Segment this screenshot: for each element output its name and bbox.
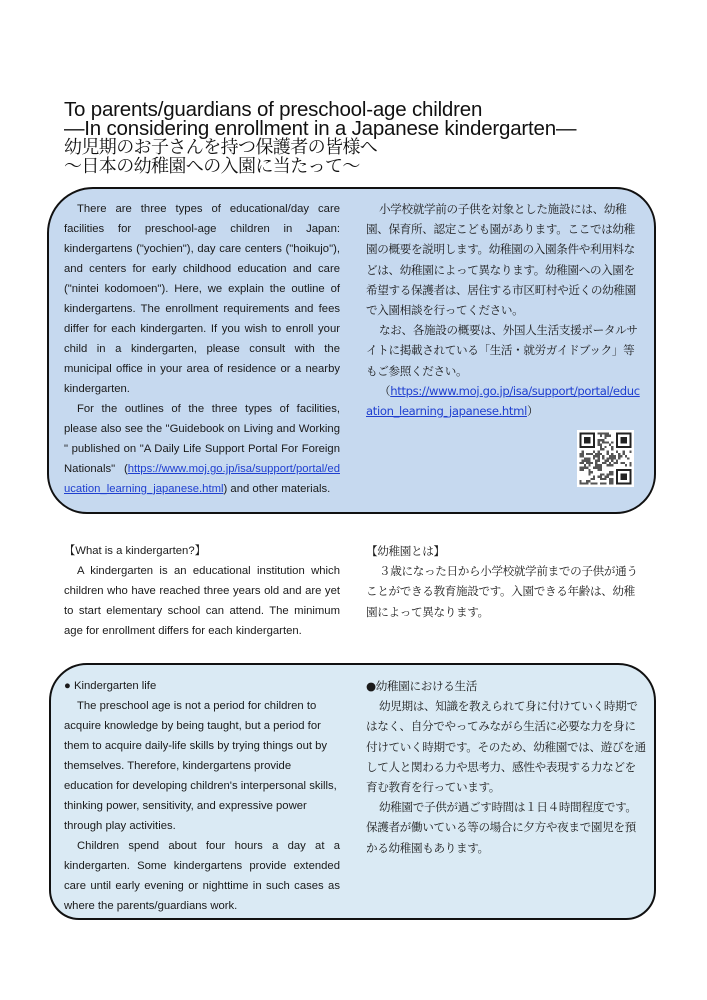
qr-code-icon[interactable] xyxy=(577,430,634,487)
life-en-para1: The preschool age is not a period for children to acquire knowledge by being taught, but a period for them to acquire daily-life skills by trying things out by themselves. Therefore, kindergartens provide education for developing children's interpersonal skills, thinking power, sensitivity, and expressive power through play activities. xyxy=(64,700,337,832)
life-en-para2: Children spend about four hours a day at a kindergarten. Some kindergartens provide extended care until early evening or nighttime in such cases as where the parents/guardians work. xyxy=(64,840,340,912)
what-is-en-body: A kindergarten is an educational institution which children who have reached three years old and are yet to start elementary school can attend. The minimum age for enrollment differs for each kindergarten. xyxy=(64,565,340,637)
life-ja-heading: ●幼稚園における生活 xyxy=(366,679,477,693)
title-ja-line2: 〜日本の幼稚園への入園に当たって〜 xyxy=(64,156,360,177)
title-ja-line1: 幼児期のお子さんを持つ保護者の皆様へ xyxy=(64,137,378,158)
title-en-line1: To parents/guardians of preschool-age children xyxy=(64,98,483,121)
life-en-heading: ● Kindergarten life xyxy=(64,680,157,692)
intro-en-para2 xyxy=(64,399,340,499)
intro-en-para1: There are three types of educational/day care facilities for preschool-age children in Japan: kindergartens ("yochien"), day care centers ("hoikujo"), and centers for early childhood education and care ("nintei kodomoen"). Here, we explain the outline of kindergartens. The enrollment requirements and fees differ for each kindergarten. If you wish to enroll your child in a kindergarten, please consult with the municipal office in your area of residence or a nearby kindergarten. xyxy=(64,203,340,395)
intro-en-para2-text: For the outlines of the three types of facilities, please also see the "Guidebook on Living and Working " published on "A Daily Life Support Portal For Foreign Nationals" ( xyxy=(64,403,340,475)
what-is-en-column xyxy=(64,541,340,641)
life-en-column xyxy=(64,676,340,916)
link-close-paren: ） xyxy=(526,404,539,419)
intro-ja-column xyxy=(366,199,644,421)
intro-ja-link-para xyxy=(366,381,644,421)
life-ja-column xyxy=(366,676,646,858)
life-ja-para2: 幼稚園で子供が過ごす時間は１日４時間程度です。保護者が働いている等の場合に夕方や夜まで園児を預かる幼稚園もあります。 xyxy=(366,800,637,855)
intro-ja-para2: なお、各施設の概要は、外国人生活支援ポータルサイトに掲載されている「生活・就労ガイドブック」等もご参照ください。 xyxy=(366,323,638,378)
portal-link-ja[interactable]: https://www.moj.go.jp/isa/support/portal/education_learning_japanese.html xyxy=(366,383,640,419)
intro-ja-para1: 小学校就学前の子供を対象とした施設には、幼稚園、保育所、認定こども園があります。ここでは幼稚園の概要を説明します。幼稚園の入園条件や利用料などは、幼稚園によって異なります。幼稚園への入園を希望する保護者は、居住する市区町村や近くの幼稚園で入園相談を行ってください。 xyxy=(366,202,636,318)
page-title xyxy=(64,100,664,176)
link-open-paren: （ xyxy=(379,383,391,398)
intro-en-para2-end: ) and other materials. xyxy=(223,483,331,495)
life-ja-para1: 幼児期は、知識を教えられて身に付けていく時期ではなく、自分でやってみながら生活に必要な力を身に付けていく時期です。そのため、幼稚園では、遊びを通して人と関わる力や思考力、感性や表現する力などを育む教育を行っています。 xyxy=(366,699,646,795)
intro-en-column xyxy=(64,199,340,499)
what-is-ja-body: ３歳になった日から小学校就学前までの子供が通うことができる教育施設です。入園できる年齢は、幼稚園によって異なります。 xyxy=(366,564,638,619)
what-is-ja-heading: 【幼稚園とは】 xyxy=(366,544,445,558)
title-en-line2: —In considering enrollment in a Japanese kindergarten— xyxy=(64,117,577,140)
what-is-en-heading: 【What is a kindergarten?】 xyxy=(64,545,206,557)
what-is-ja-column xyxy=(366,541,644,622)
portal-link-en[interactable]: https://www.moj.go.jp/isa/support/portal/education_learning_japanese.html xyxy=(64,463,340,495)
